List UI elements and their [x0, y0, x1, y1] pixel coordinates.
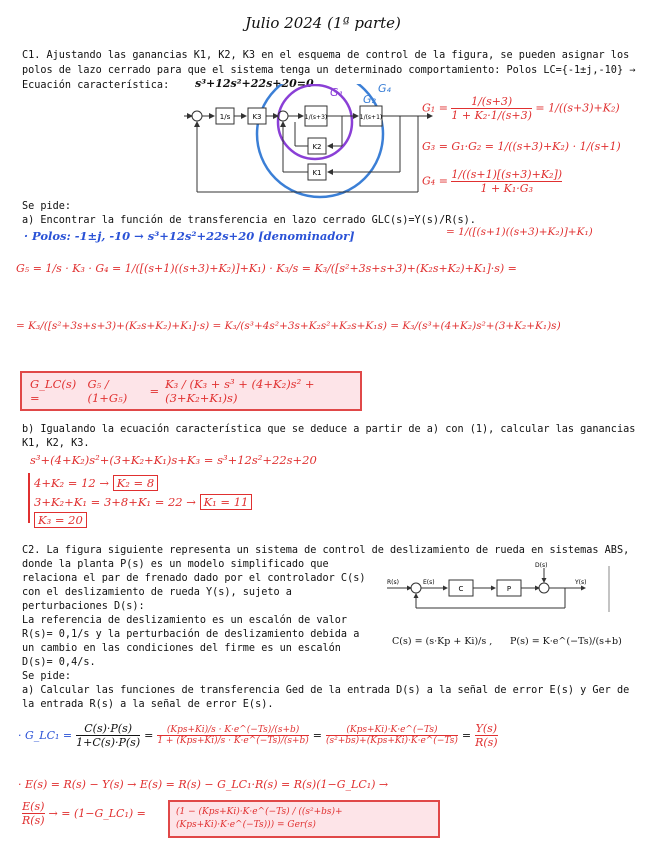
- c2-line-3: relaciona el par de frenado dado por el controlador C(s): [22, 573, 366, 584]
- d-label: D(s): [535, 562, 548, 569]
- r-label: R(s): [387, 579, 399, 586]
- c2-question-a-1: a) Calcular las funciones de transferencia Ged de la entrada D(s) a la señal de error E(s) y Ger de: [22, 685, 630, 696]
- y-label: Y(s): [575, 579, 587, 586]
- k2-label: K2: [312, 143, 322, 151]
- block-diagram-c1: [170, 84, 440, 204]
- ger-equation: E(s) R(s) → = (1−G_LC₁) =: [22, 800, 146, 827]
- glc1-equation: · G_LC₁ = $\frac{C(s)\cdot P(s)}{1+C(s)\cdot P(s)}$ = (Kps+Ki)/s · K·e^(−Ts)/(s+b) 1 + (Kps+Ki)/s · K·e^(−Ts)/(s+b) = (Kps+Ki)·K·e^(−Ts) (s²+bs)+(Kps+Ki)·K·e^(−Ts) = $\frac{Y(s)}{R(s)}$: [18, 722, 498, 749]
- g1-block-label: 1/(s+3): [304, 114, 328, 121]
- c2-line-6: La referencia de deslizamiento es un escalón de valor: [22, 615, 348, 626]
- g5-equation: G₅ = 1/s · K₃ · G₄ = 1/([(s+1)((s+3)+K₂)]+K₁) · K₃/s = K₃/([s²+3s+s+3)+(K₂s+K₂)+K₁]·s) =: [16, 262, 517, 275]
- g4-result: = 1/([(s+1)((s+3)+K₂)]+K₁): [446, 226, 593, 238]
- glc-result-box: G_LC(s) = G₅ / (1+G₅) = K₃ / (K₃ + s³ + (4+K₂)s² + (3+K₂+K₁)s): [20, 371, 362, 411]
- c1-line-3: Ecuación característica:: [22, 80, 170, 91]
- c2-line-8: un cambio en las condiciones del firme es un escalón: [22, 643, 341, 654]
- g1-equation: G₁ = $\frac{1/(s+3)}{\text{1 + K₂·1/(s+3)}}$ = 1/((s+3)+K₂): [422, 95, 620, 122]
- c2-line-1: C2. La figura siguiente representa un sistema de control de deslizamiento de rueda en sistemas ABS,: [22, 545, 630, 556]
- e-label: E(s): [423, 579, 435, 586]
- integrator-label: 1/s: [219, 113, 231, 121]
- c1-line-2: polos de lazo cerrado para que el sistema tenga un determinado comportamiento: Polos LC={-1±j,-10} →: [22, 65, 636, 76]
- c2-line-4: con el deslizamiento de rueda Y(s), sujeto a: [22, 587, 292, 598]
- p-label: P: [506, 585, 512, 593]
- k3-label: K3: [252, 113, 262, 121]
- g1-circle-label: G₁: [330, 86, 343, 99]
- k1-label: K1: [312, 169, 322, 177]
- c2-line-9: D(s)= 0,4/s.: [22, 657, 96, 668]
- c1-question-b-1: b) Igualando la ecuación característica que se deduce a partir de a) con (1), calcular las ganancias: [22, 424, 636, 435]
- c2-line-2: donde la planta P(s) es un modelo simplificado que: [22, 559, 329, 570]
- g4-circle-label: G₄: [378, 84, 391, 95]
- c1-question-a: a) Encontrar la función de transferencia en lazo cerrado GLC(s)=Y(s)/R(s).: [22, 215, 476, 226]
- k1-solution: 3+K₂+K₁ = 3+8+K₁ = 22 → K₁ = 11: [34, 495, 252, 509]
- c1-question-b-2: K1, K2, K3.: [22, 438, 90, 449]
- ger-result-box: (1 − (Kps+Ki)·K·e^(−Ts) / ((s²+bs)+(Kps+Ki)·K·e^(−Ts))) = Ger(s): [168, 800, 440, 838]
- c2-question-a-2: la entrada R(s) a la señal de error E(s).: [22, 699, 274, 710]
- c2-se-pide: Se pide:: [22, 671, 72, 682]
- ps-formula: P(s) = K·e^(−Ts)/(s+b): [510, 636, 622, 647]
- g2-circle-label: G₂: [363, 93, 376, 106]
- k2-solution: 4+K₂ = 12 → K₂ = 8: [34, 476, 158, 490]
- error-equation: · E(s) = R(s) − Y(s) → E(s) = R(s) − G_LC₁·R(s) = R(s)(1−G_LC₁) →: [18, 778, 389, 791]
- equation-compare: s³+(4+K₂)s²+(3+K₂+K₁)s+K₃ = s³+12s²+22s+20: [30, 453, 317, 467]
- g3-equation: G₃ = G₁·G₂ = 1/((s+3)+K₂) · 1/(s+1): [422, 140, 621, 153]
- g2-block-label: 1/(s+1): [359, 114, 383, 121]
- characteristic-equation: s³+12s²+22s+20=0: [195, 77, 314, 90]
- c-label: C: [458, 585, 464, 593]
- page-title: Julio 2024 (1ª parte): [245, 14, 401, 32]
- k3-solution: [34, 513, 87, 527]
- poles-note: · Polos: -1±j, -10 → s³+12s²+22s+20 [denominador]: [24, 229, 355, 243]
- solution-bracket: [28, 473, 30, 523]
- block-diagram-c2: [385, 560, 615, 615]
- c2-line-5: perturbaciones D(s):: [22, 601, 145, 612]
- k2-box: K₂ = 8: [113, 475, 158, 491]
- c1-line-1: C1. Ajustando las ganancias K1, K2, K3 en el esquema de control de la figura, se pueden asignar los: [22, 50, 630, 61]
- k3-box: K₃ = 20: [34, 512, 87, 528]
- k1-box: K₁ = 11: [200, 494, 253, 510]
- cs-formula: C(s) = (s·Kp + Ki)/s ,: [392, 636, 493, 647]
- g4-equation: G₄ = $\frac{\text{1/((s+1)[(s+3)+K₂])}}{\text{1 + K₁·G₃}}$: [422, 168, 563, 195]
- c2-line-7: R(s)= 0,1/s y la perturbación de deslizamiento debida a: [22, 629, 360, 640]
- g5-expansion: = K₃/([s²+3s+s+3)+(K₂s+K₂)+K₁]·s) = K₃/(s³+4s²+3s+K₂s²+K₂s+K₁s) = K₃/(s³+(4+K₂)s²+(3+K₂+K₁)s): [16, 320, 561, 332]
- c1-se-pide: Se pide:: [22, 201, 72, 212]
